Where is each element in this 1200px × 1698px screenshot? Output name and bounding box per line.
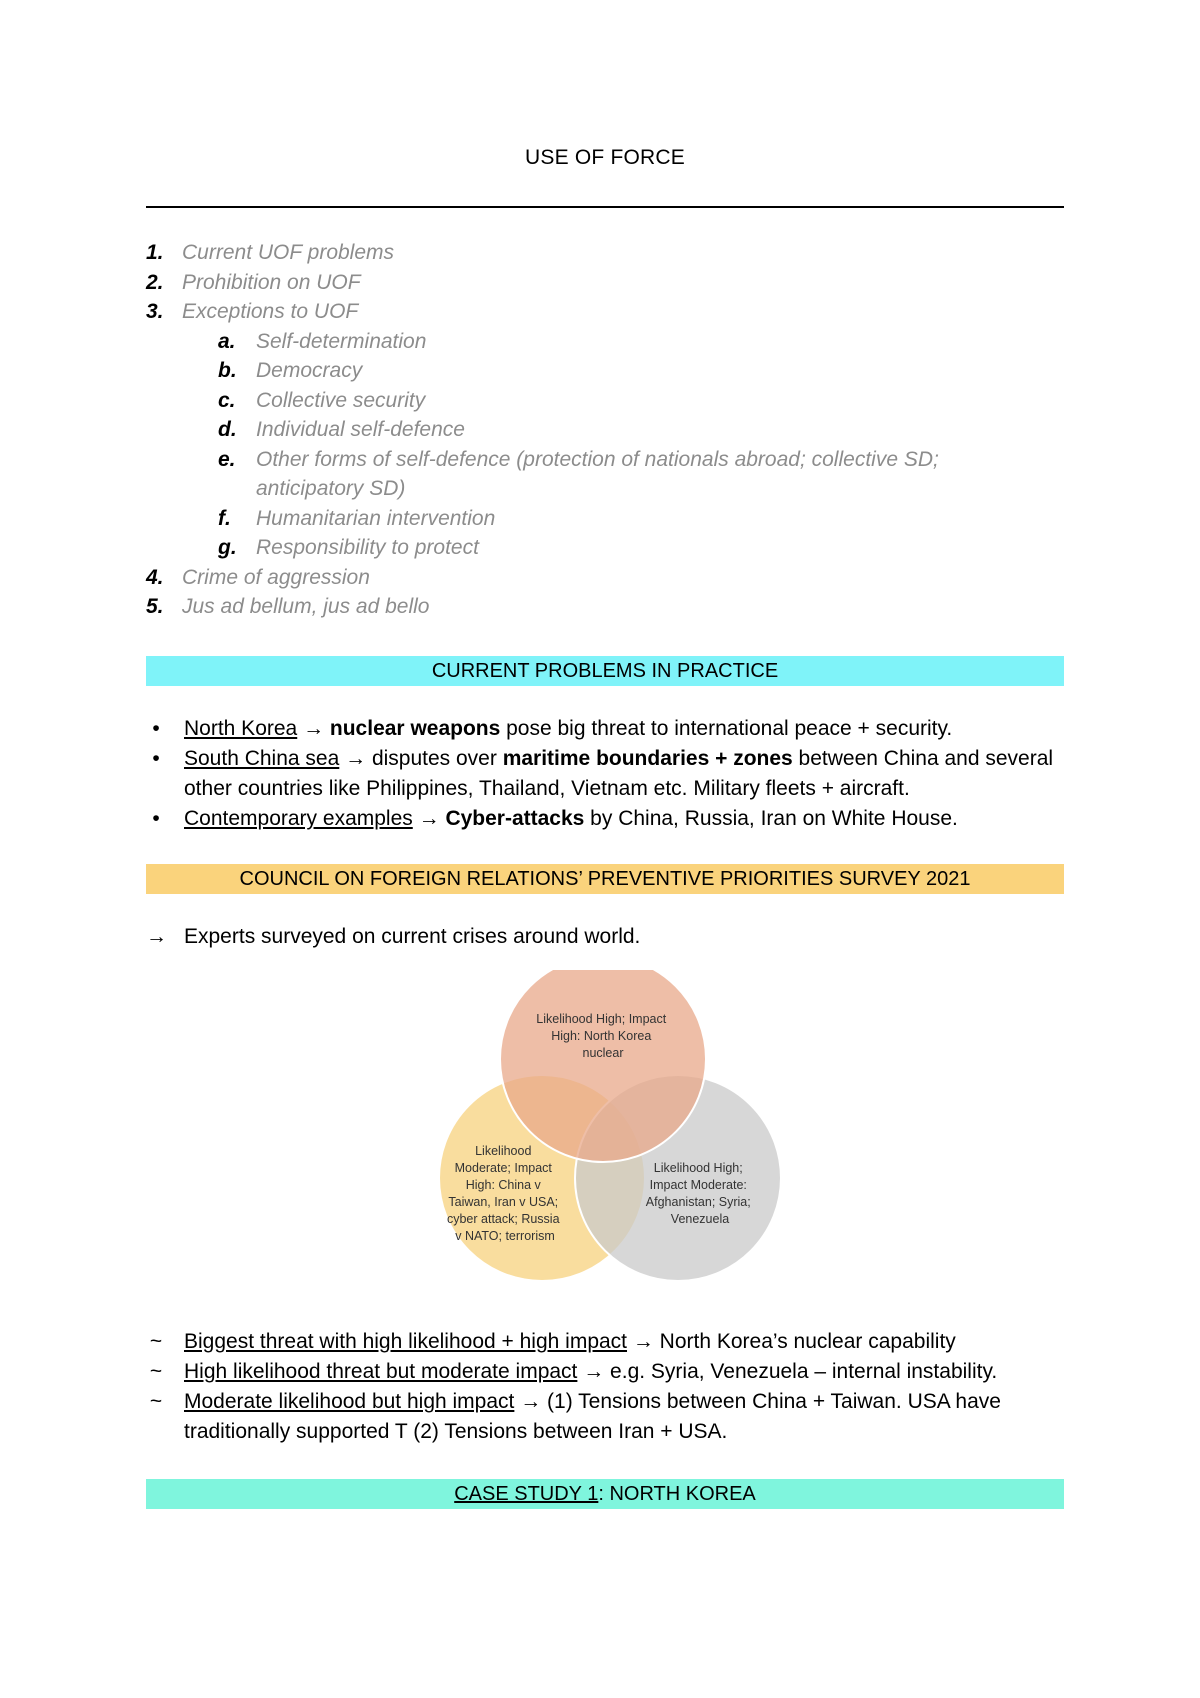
toc-item: 2. Prohibition on UOF (146, 270, 361, 294)
list-item: ~ High likelihood threat but moderate impact → e.g. Syria, Venezuela – internal instability. (146, 1357, 1064, 1387)
current-problems-list (146, 714, 1064, 834)
survey-intro (146, 922, 1064, 952)
toc-subitem: e. Other forms of self-defence (protection of nationals abroad; collective SD; anticipatory SD) (218, 447, 939, 500)
list-item: ~ Biggest threat with high likelihood + high impact → North Korea’s nuclear capability (146, 1327, 1064, 1357)
arrow-marker: → (146, 925, 167, 948)
toc-subitem: a. Self-determination (218, 329, 427, 353)
bullet-marker: • (152, 807, 160, 830)
section-heading-case-study-1: CASE STUDY 1: NORTH KOREA (146, 1479, 1064, 1509)
table-of-contents (146, 238, 1046, 622)
list-item: • Contemporary examples → Cyber-attacks by China, Russia, Iran on White House. (146, 804, 1064, 834)
venn-circle-top (500, 970, 706, 1162)
list-item: • North Korea → nuclear weapons pose big threat to international peace + security. (146, 714, 1064, 744)
tilde-marker: ~ (149, 1390, 163, 1413)
venn-diagram (420, 970, 800, 1310)
tilde-marker: ~ (149, 1330, 163, 1353)
title-rule (146, 206, 1064, 208)
venn-label-right: Likelihood High; Impact Moderate: Afghanistan; Syria; Venezuela (645, 1161, 751, 1226)
list-item: ~ Moderate likelihood but high impact → (1) Tensions between China + Taiwan. USA have traditionally supported T (2) Tensions between Iran + USA. (146, 1387, 1064, 1447)
section-heading-cfr-survey: COUNCIL ON FOREIGN RELATIONS’ PREVENTIVE PRIORITIES SURVEY 2021 (146, 864, 1064, 894)
bullet-marker: • (152, 747, 160, 770)
list-item: • South China sea → disputes over maritime boundaries + zones between China and several other countries like Philippines, Thailand, Vietnam etc. Military fleets + aircraft. (146, 744, 1064, 804)
toc-subitem: g. Responsibility to protect (218, 536, 479, 559)
bullet-marker: • (152, 717, 160, 740)
venn-label-left: Likelihood Moderate; Impact High: China v Taiwan, Iran v USA; cyber attack; Russia v NATO; terrorism (446, 1144, 560, 1243)
toc-item: 1. Current UOF problems (146, 241, 395, 264)
toc-item: 3. Exceptions to UOF (146, 300, 359, 323)
toc-item: 5. Jus ad bellum, jus ad bello (146, 595, 430, 618)
tilde-marker: ~ (149, 1360, 163, 1383)
page-title: USE OF FORCE (525, 146, 685, 169)
toc-subitem: f. Humanitarian intervention (218, 506, 496, 530)
toc-subitem: c. Collective security (218, 388, 426, 412)
venn-label-top: Likelihood High; Impact High: North Korea nuclear (536, 1012, 667, 1060)
section-heading-current-problems: CURRENT PROBLEMS IN PRACTICE (146, 656, 1064, 686)
toc-subitem: b. Democracy (218, 359, 363, 382)
toc-item: 4. Crime of aggression (146, 565, 370, 589)
survey-findings-list (146, 1327, 1064, 1447)
toc-subitem: d. Individual self-defence (218, 418, 465, 441)
list-item: → Experts surveyed on current crises around world. (146, 922, 1064, 952)
